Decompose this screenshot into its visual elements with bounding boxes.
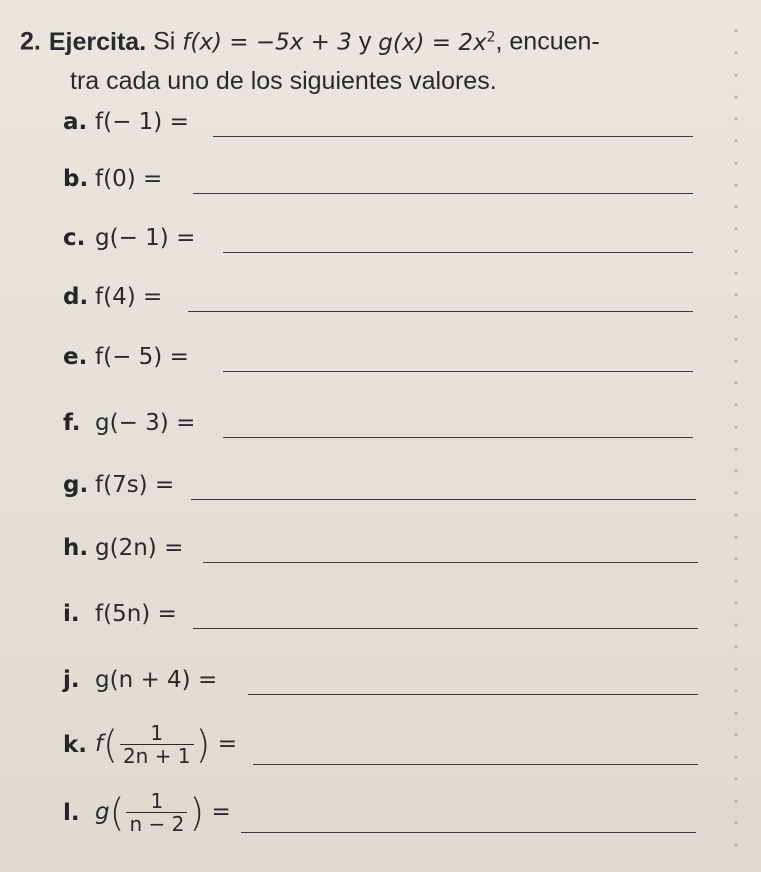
intro-suffix: , encuen- [495,27,600,56]
item-expression: f(0) = [95,166,163,192]
item-expression: f(7s) = [95,472,175,498]
function-g-definition: $g(x) = 2x^2$ [378,29,496,56]
answer-blank[interactable] [213,136,693,137]
answer-blank[interactable] [193,628,698,629]
item-expression: f(− 5) = [95,344,189,370]
item-letter: a. [63,109,88,135]
answer-blank[interactable] [248,694,698,695]
item-letter: g. [63,472,89,498]
function-name: g [95,799,110,825]
intro-line-2: tra cada uno de los siguientes valores. [70,66,497,95]
answer-blank[interactable] [188,311,693,312]
item-expression: g(− 1) = [95,225,196,251]
item-expression: f( $\frac{1}{2n + 1}$ ) = [95,721,237,768]
item-j [63,663,723,703]
item-letter: h. [63,535,89,561]
item-c [63,221,723,261]
item-letter: d. [63,284,89,310]
item-letter: j. [63,667,80,693]
item-k [63,722,723,782]
perforation-dots [734,20,738,860]
equals-sign: = [217,731,237,757]
exercise-header [20,18,720,100]
answer-blank[interactable] [191,499,696,500]
item-i [63,597,723,637]
item-letter: e. [63,344,88,370]
answer-blank[interactable] [203,562,698,563]
item-expression: f(4) = [95,284,163,310]
item-letter: b. [63,166,89,192]
item-b [63,162,723,202]
answer-blank[interactable] [223,437,693,438]
function-f-definition: f(x) = −5x + 3 [182,29,352,56]
fraction: $\frac{1}{n - 2}$ [126,790,187,835]
item-h [63,531,723,571]
answer-blank[interactable] [223,252,693,253]
answer-blank[interactable] [253,764,698,765]
exercise-title: Ejercita. [48,27,147,56]
function-name: f [95,731,104,757]
item-expression: g( $\frac{1}{n - 2}$ ) = [95,789,231,836]
item-letter: c. [63,225,86,251]
item-f [63,406,723,446]
item-letter: l. [63,800,80,826]
intro-prefix: Si [153,27,176,56]
item-a [63,105,723,145]
item-l [63,790,723,850]
item-letter: f. [63,410,81,436]
answer-blank[interactable] [241,832,696,833]
intro-y: y [358,27,372,56]
item-expression: g(2n) = [95,535,184,561]
item-d [63,280,723,320]
exercise-number: 2. [20,27,41,56]
item-letter: k. [63,732,88,758]
item-expression: g(n + 4) = [95,667,218,693]
answer-blank[interactable] [223,371,693,372]
item-g [63,468,723,508]
equals-sign: = [211,799,231,825]
answer-blank[interactable] [193,193,693,194]
item-letter: i. [63,601,80,627]
item-expression: f(− 1) = [95,109,189,135]
item-e [63,340,723,380]
fraction: $\frac{1}{2n + 1}$ [120,722,194,767]
item-expression: f(5n) = [95,601,177,627]
item-expression: g(− 3) = [95,410,196,436]
